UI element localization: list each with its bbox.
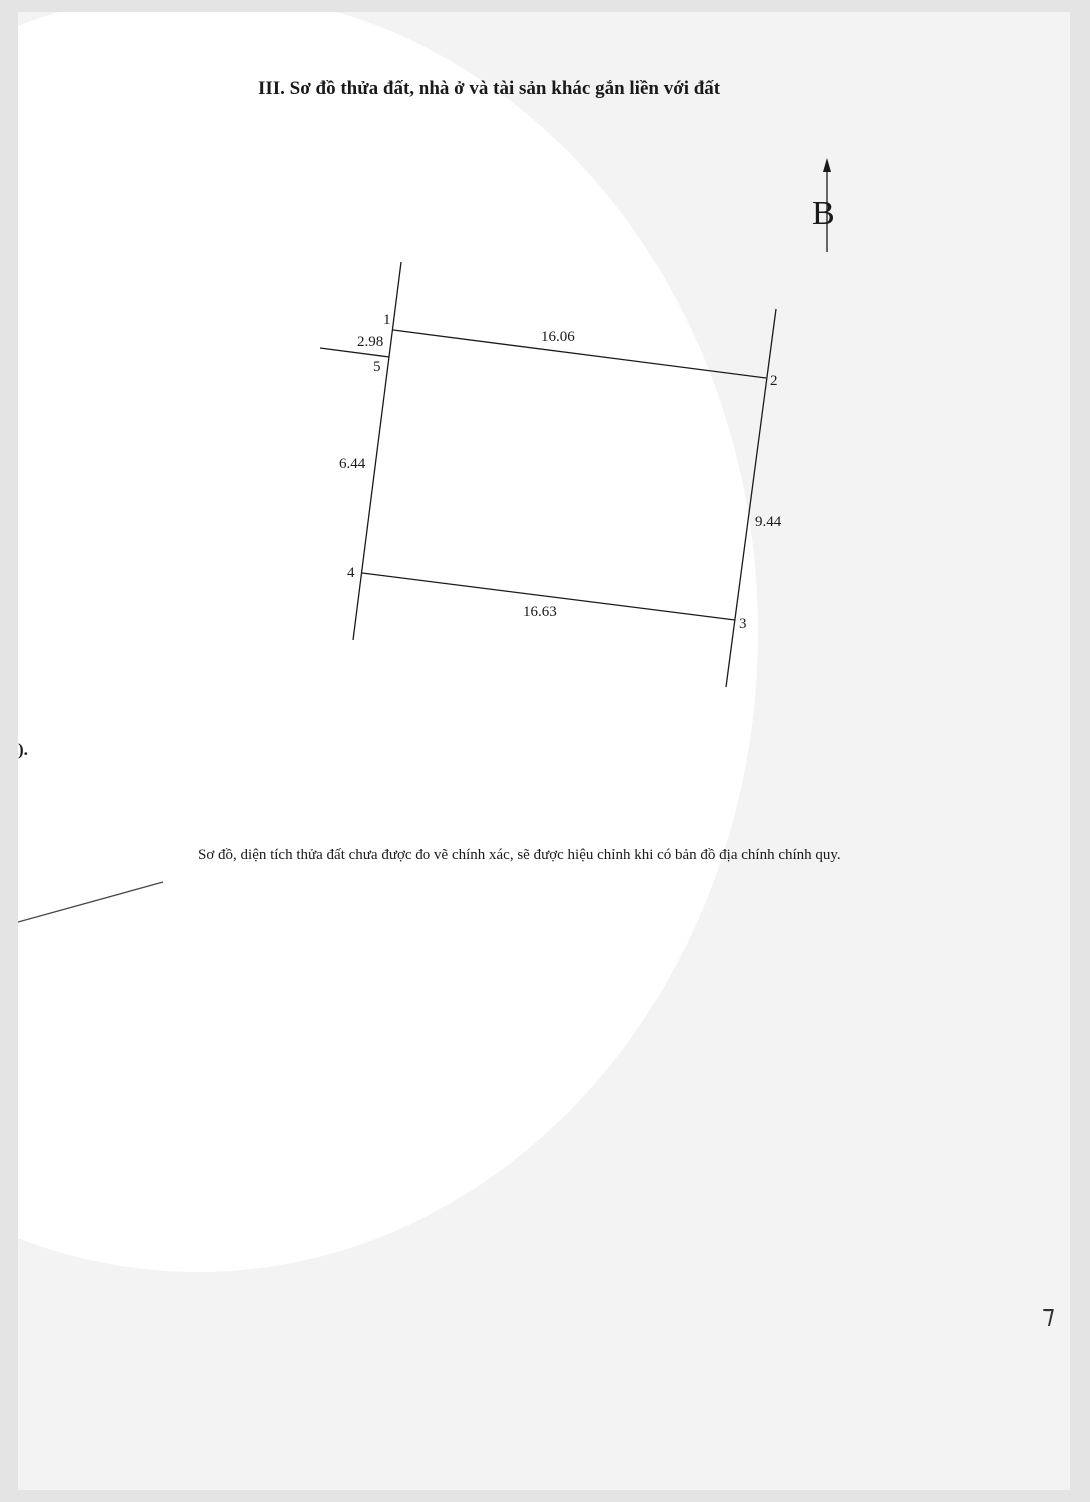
corner-pen-mark: ⁊ [1042, 1300, 1055, 1329]
point-1-label: 1 [383, 312, 391, 328]
edge-3-4-length: 16.63 [523, 604, 557, 620]
edge-2-3-length: 9.44 [755, 514, 782, 530]
point-5-label: 5 [373, 359, 381, 375]
point-4-label: 4 [347, 565, 355, 581]
edge-5-1-length: 2.98 [357, 334, 384, 350]
edge-1-2 [393, 330, 766, 378]
page-title: III. Sơ đồ thửa đất, nhà ở và tài sản khác gắn liền với đất [258, 78, 721, 99]
north-label: B [812, 195, 835, 232]
point-2-label: 2 [770, 373, 778, 389]
edge-1-2-length: 16.06 [541, 329, 575, 345]
disclaimer-note: Sơ đồ, diện tích thửa đất chưa được đo vẽ chính xác, sẽ được hiệu chỉnh khi có bản đồ địa chính chính quy. [198, 847, 841, 863]
land-plot-diagram [18, 12, 1070, 912]
edge-4-5-length: 6.44 [339, 456, 366, 472]
point-3-label: 3 [739, 616, 747, 632]
margin-mark: ). [18, 740, 28, 759]
right-boundary-line [726, 309, 776, 687]
left-boundary-line [353, 262, 401, 640]
document-page [18, 12, 1070, 1490]
